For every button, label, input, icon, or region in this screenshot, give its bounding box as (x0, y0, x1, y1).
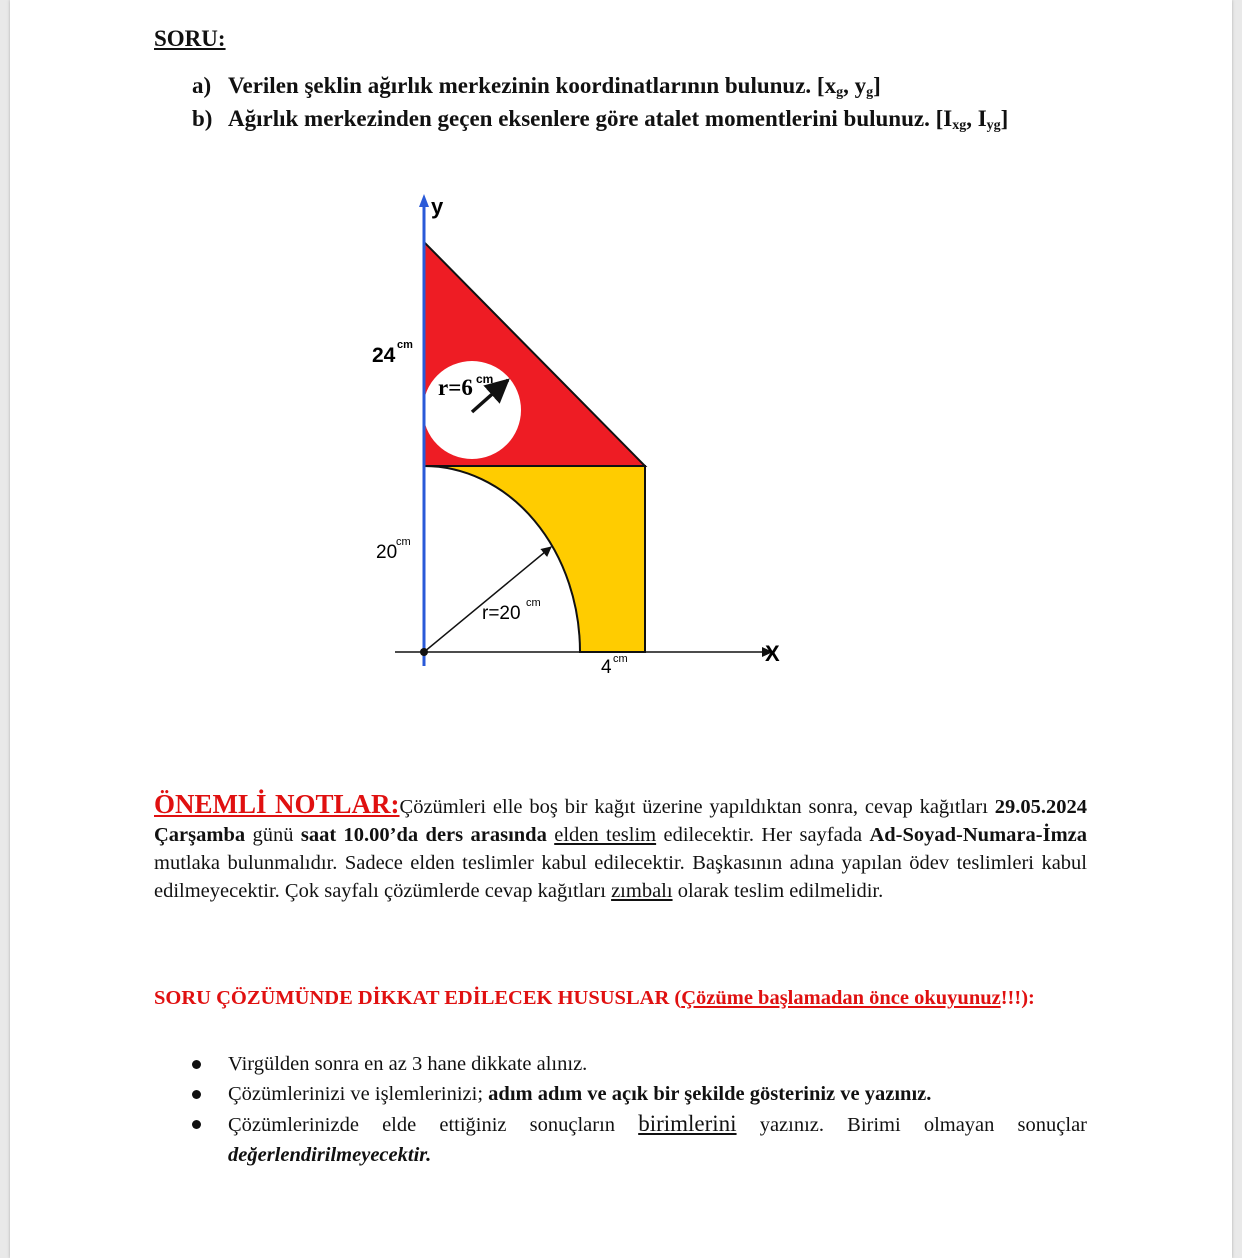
question-b-text: Ağırlık merkezinden geçen eksenlere göre atalet momentlerini bulunuz. [I (228, 106, 953, 131)
item1-text: Virgülden sonra en az 3 hane dikkate alınız. (228, 1053, 588, 1075)
notes-text-1: Çözümleri elle boş bir kağıt üzerine yapıldıktan sonra, cevap kağıtları (399, 796, 995, 818)
notes-text-2: günü (245, 824, 301, 846)
question-a-label: a) (192, 73, 212, 98)
question-b-end: ] (1000, 106, 1009, 131)
question-b-label: b) (192, 106, 213, 131)
item3-bold-italic: değerlendirilmeyecektir. (228, 1144, 432, 1166)
dim-24-label: 24 (372, 344, 396, 367)
notes-text-4: edilecektir. Her sayfada (656, 824, 870, 846)
dim-24-unit: cm (397, 339, 413, 351)
dim-4-unit: cm (613, 653, 628, 665)
question-a-sub1: g (836, 85, 844, 100)
question-title: SORU: (154, 26, 226, 51)
caution-underlined: Çözüme başlamadan önce okuyunuz (681, 987, 1001, 1009)
bullet-icon (192, 1090, 201, 1099)
item2-text: Çözümlerinizi ve işlemlerinizi; (228, 1083, 489, 1105)
r20-label: r=20 (482, 603, 521, 624)
important-notes (154, 790, 1087, 905)
dim-4-label: 4 (601, 657, 612, 678)
caution-text-1: SORU ÇÖZÜMÜNDE DİKKAT EDİLECEK HUSUSLAR ( (154, 987, 682, 1009)
notes-text-5: mutlaka bulunmalıdır. Sadece elden teslimler kabul edilecektir. Başkasının adına yapılan ödev teslimleri kabul edilmeyecektir. Çok sayfalı çözümlerde cevap kağıtları (154, 852, 1087, 902)
notes-identity: Ad-Soyad-Numara-İmza (869, 824, 1087, 846)
notes-date: 29.05.2024 Çarşamba (154, 796, 1088, 846)
question-b-sub2: yg (986, 118, 1001, 133)
question-a-text: Verilen şeklin ağırlık merkezinin koordinatlarının bulunuz. [x (228, 73, 837, 98)
geometry-figure (360, 190, 800, 680)
question-a-end: ] (873, 73, 881, 98)
notes-time: saat 10.00’da ders arasında (300, 824, 547, 846)
r6-label: r=6 (438, 375, 473, 400)
x-axis-label: X (765, 641, 780, 666)
dim-20-label: 20 (376, 542, 398, 563)
question-b-sub1: xg (952, 118, 967, 133)
notes-elden-teslim: elden teslim (554, 824, 657, 846)
question-b (154, 106, 1008, 134)
item3-underlined: birimlerini (638, 1111, 737, 1136)
bullet-icon (192, 1060, 201, 1069)
document-page (10, 0, 1232, 1258)
question-a (154, 73, 881, 101)
list-item (154, 1049, 1087, 1079)
list-item (154, 1079, 1087, 1109)
dim-20-unit: cm (396, 536, 411, 548)
y-axis-arrowhead (419, 194, 429, 207)
item3-text-2: yazınız. Birimi olmayan sonuçlar (736, 1114, 1087, 1136)
list-item (154, 1109, 1087, 1170)
notes-zimbali: zımbalı (611, 880, 673, 902)
caution-heading (154, 984, 1087, 1012)
origin-point (420, 648, 428, 656)
item2-bold: adım adım ve açık bir şekilde gösteriniz ve yazınız. (488, 1083, 932, 1105)
notes-text-6: olarak teslim edilmelidir. (672, 880, 884, 902)
y-axis-label: y (431, 194, 444, 219)
caution-text-2: !!!): (1000, 987, 1035, 1009)
r20-unit: cm (526, 597, 541, 609)
question-a-sub2: g (866, 85, 874, 100)
question-a-mid: , y (843, 73, 867, 98)
r6-unit: cm (476, 372, 494, 386)
bullet-icon (192, 1120, 201, 1129)
notes-heading: ÖNEMLİ NOTLAR: (154, 789, 400, 819)
item3-text-1: Çözümlerinizde elde ettiğiniz sonuçların (228, 1114, 639, 1136)
instruction-list (154, 1049, 1087, 1170)
question-b-mid: , I (966, 106, 987, 131)
